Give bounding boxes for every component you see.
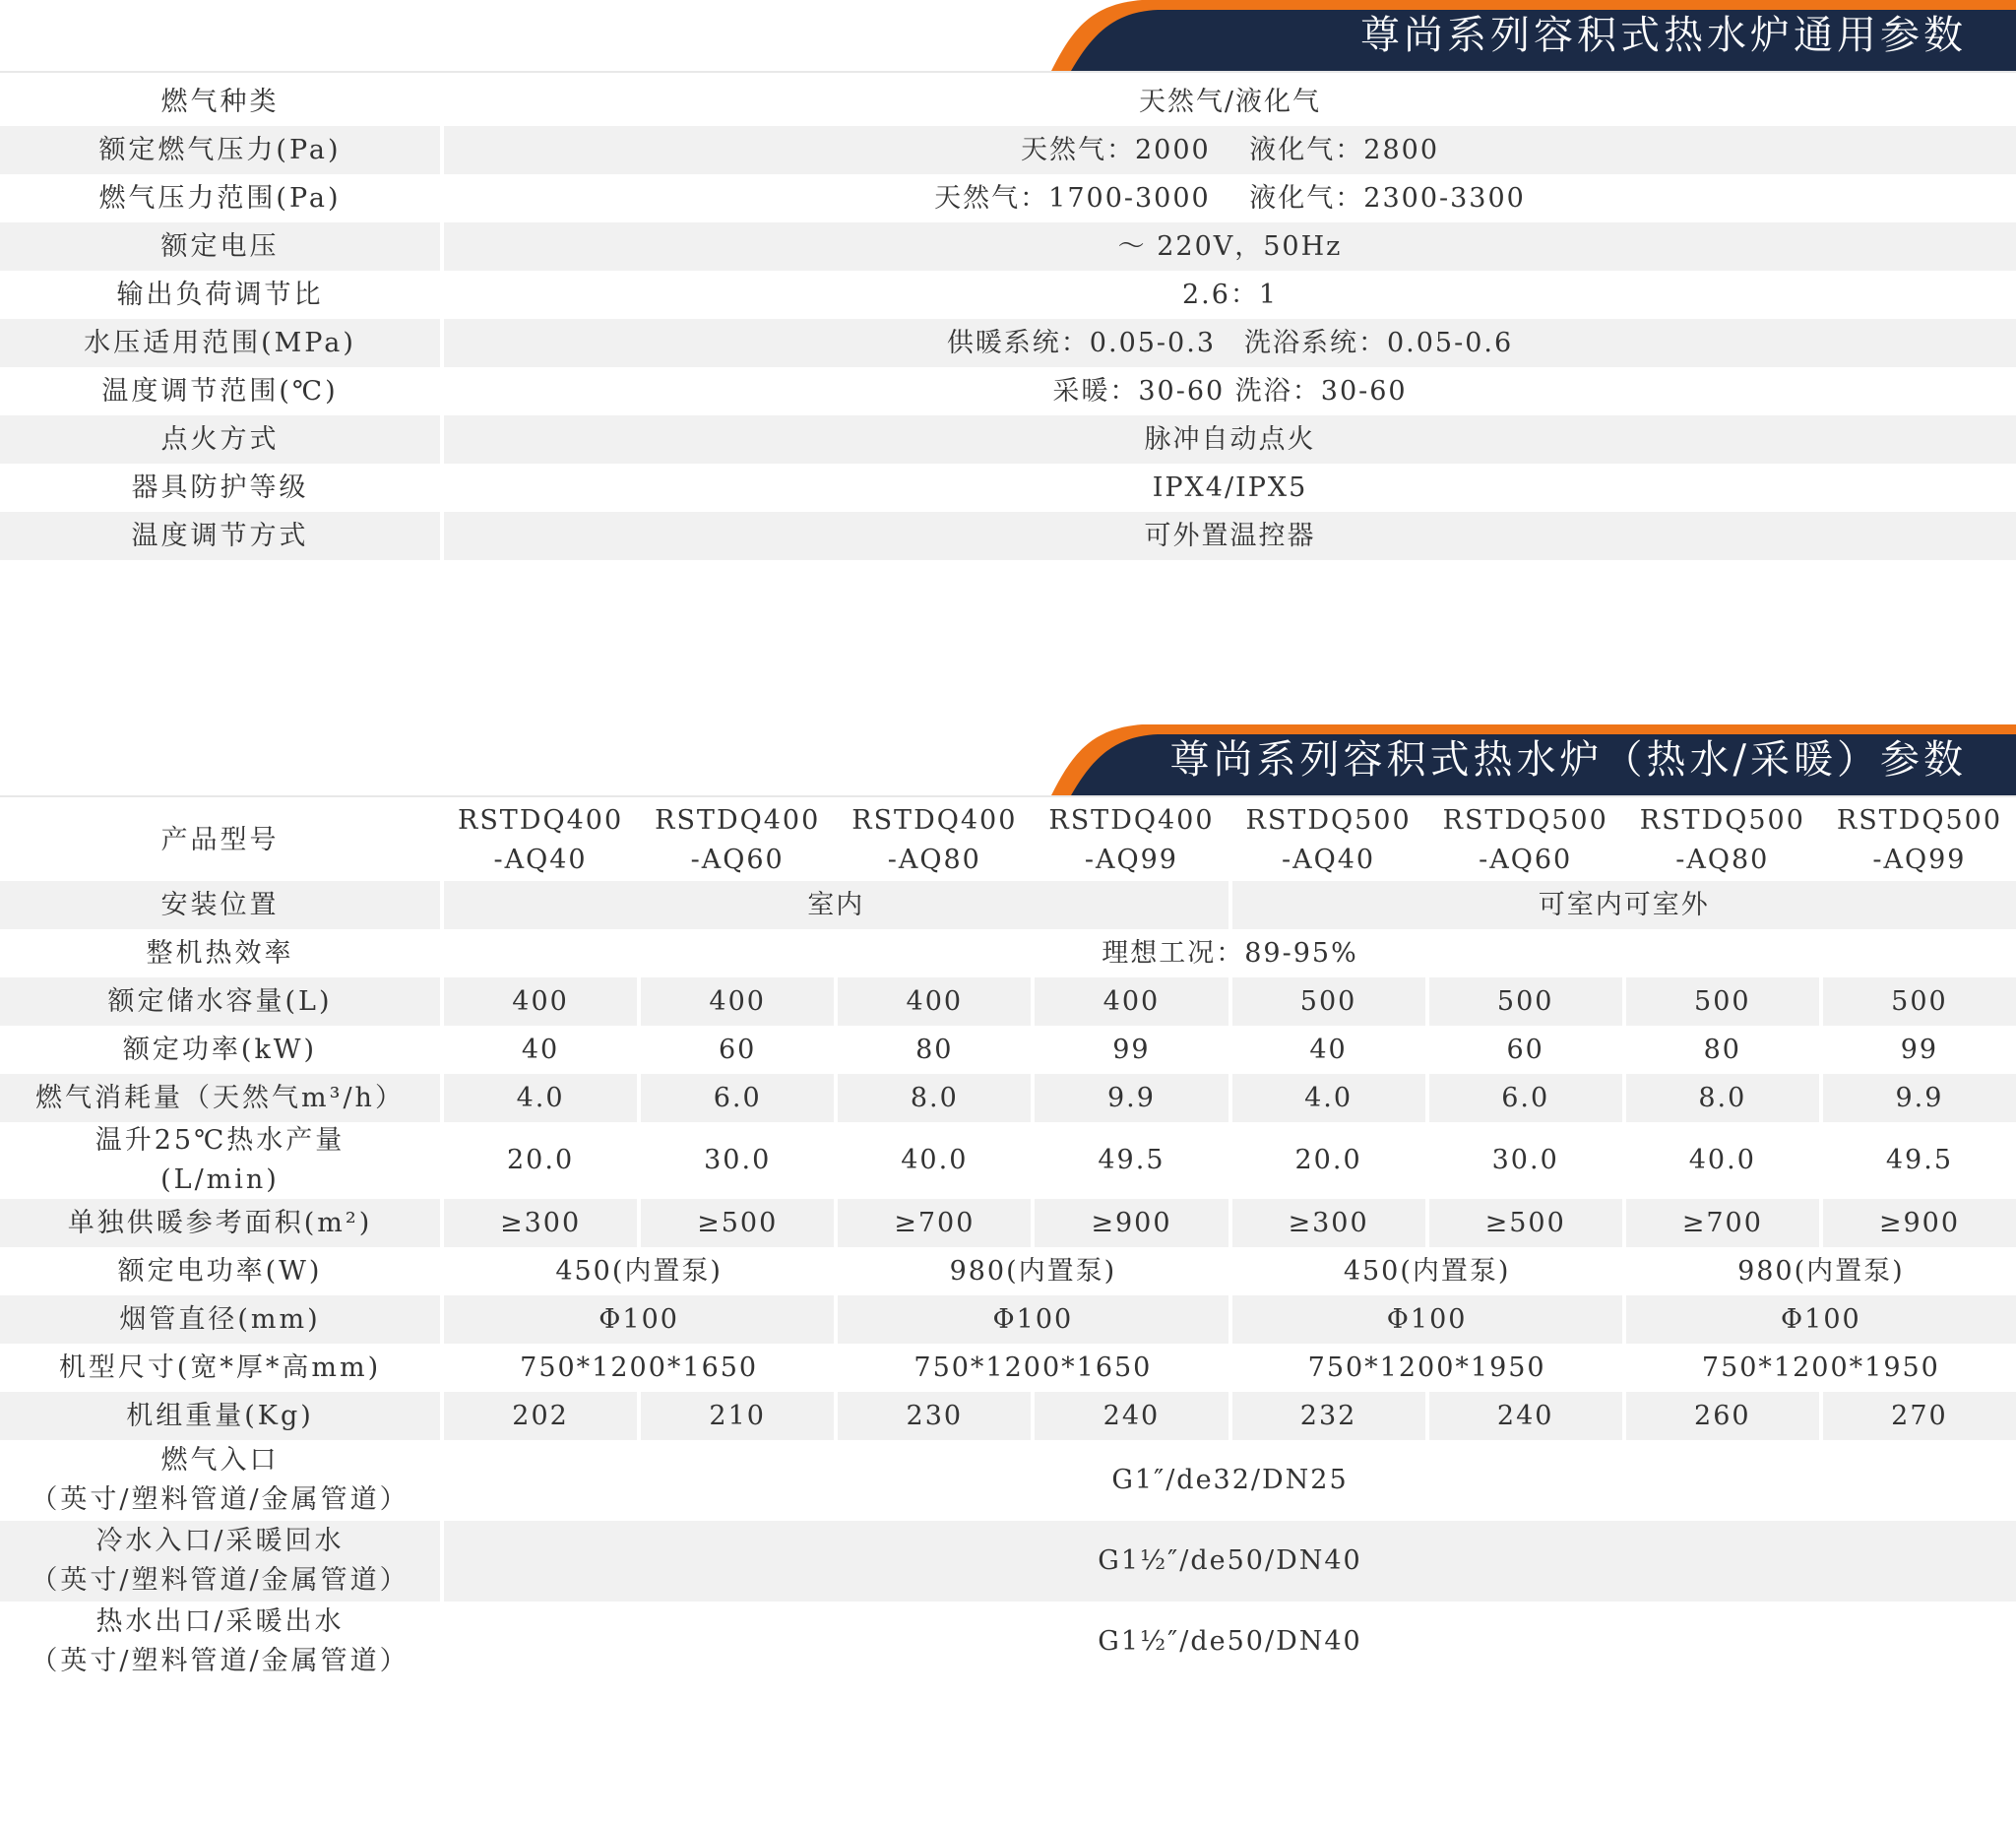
table-cell: 9.9 — [1035, 1074, 1228, 1122]
table-cell: RSTDQ400 -AQ99 — [1035, 800, 1228, 881]
row-label: 燃气种类 — [0, 78, 440, 126]
table-cell: 6.0 — [641, 1074, 834, 1122]
table-cell: 750*1200*1950 — [1232, 1344, 1622, 1392]
table-cell: ≥500 — [1429, 1199, 1622, 1247]
general-params-table — [0, 78, 2016, 560]
table-cell: 240 — [1035, 1392, 1228, 1440]
row-label: 温升25℃热水产量 (L/min) — [0, 1122, 440, 1199]
table-cell: 8.0 — [838, 1074, 1031, 1122]
table-cell: 20.0 — [1232, 1122, 1425, 1199]
row-label: 输出负荷调节比 — [0, 271, 440, 319]
row-label: 器具防护等级 — [0, 464, 440, 512]
table-cell: 60 — [1429, 1026, 1622, 1074]
table-cell: 99 — [1035, 1026, 1228, 1074]
row-label: 额定燃气压力(Pa) — [0, 126, 440, 174]
table-cell: 49.5 — [1035, 1122, 1228, 1199]
row-label: 安装位置 — [0, 881, 440, 929]
table-cell: 750*1200*1650 — [444, 1344, 834, 1392]
row-label: 额定储水容量(L) — [0, 977, 440, 1026]
table-cell: 232 — [1232, 1392, 1425, 1440]
table-cell: 400 — [641, 977, 834, 1026]
row-value: ～ 220V，50Hz — [444, 222, 2016, 271]
table-cell: 49.5 — [1823, 1122, 2016, 1199]
table-cell: ≥300 — [444, 1199, 637, 1247]
row-label: 温度调节范围(℃) — [0, 367, 440, 415]
row-label: 温度调节方式 — [0, 512, 440, 560]
row-label: 额定功率(kW) — [0, 1026, 440, 1074]
row-value: 2.6：1 — [444, 271, 2016, 319]
table-cell: 450(内置泵) — [1232, 1247, 1622, 1295]
table-cell: 6.0 — [1429, 1074, 1622, 1122]
section2-rule — [0, 795, 2016, 797]
table-cell: 260 — [1626, 1392, 1819, 1440]
table-cell: 室内 — [444, 881, 1228, 929]
table-cell: 750*1200*1650 — [838, 1344, 1228, 1392]
table-cell: Φ100 — [1626, 1295, 2016, 1344]
section2-banner — [0, 724, 2016, 795]
table-cell: RSTDQ400 -AQ80 — [838, 800, 1031, 881]
table-cell: 30.0 — [1429, 1122, 1622, 1199]
table-cell: 500 — [1626, 977, 1819, 1026]
row-value: 供暖系统：0.05-0.3 洗浴系统：0.05-0.6 — [444, 319, 2016, 367]
row-label: 水压适用范围(MPa) — [0, 319, 440, 367]
table-cell: 40.0 — [838, 1122, 1031, 1199]
row-value: 可外置温控器 — [444, 512, 2016, 560]
table-cell: 202 — [444, 1392, 637, 1440]
table-cell: 80 — [1626, 1026, 1819, 1074]
table-cell: RSTDQ500 -AQ80 — [1626, 800, 1819, 881]
table-cell: 400 — [838, 977, 1031, 1026]
table-cell: ≥900 — [1035, 1199, 1228, 1247]
section1-banner — [0, 0, 2016, 71]
row-label: 机组重量(Kg) — [0, 1392, 440, 1440]
row-label: 点火方式 — [0, 415, 440, 464]
section1-title: 尊尚系列容积式热水炉通用参数 — [1360, 13, 1967, 58]
table-cell: ≥700 — [838, 1199, 1031, 1247]
table-cell: 450(内置泵) — [444, 1247, 834, 1295]
table-cell: 500 — [1232, 977, 1425, 1026]
table-cell: Φ100 — [838, 1295, 1228, 1344]
table-cell: ≥700 — [1626, 1199, 1819, 1247]
table-cell: RSTDQ500 -AQ60 — [1429, 800, 1622, 881]
table-cell: ≥500 — [641, 1199, 834, 1247]
table-cell: ≥900 — [1823, 1199, 2016, 1247]
row-value: 天然气/液化气 — [444, 78, 2016, 126]
model-params-table — [0, 800, 2016, 1682]
row-label: 额定电压 — [0, 222, 440, 271]
row-value: 脉冲自动点火 — [444, 415, 2016, 464]
row-label: 烟管直径(mm) — [0, 1295, 440, 1344]
table-cell: 210 — [641, 1392, 834, 1440]
table-cell: 80 — [838, 1026, 1031, 1074]
table-cell: ≥300 — [1232, 1199, 1425, 1247]
table-cell: 30.0 — [641, 1122, 834, 1199]
row-label: 冷水入口/采暖回水 （英寸/塑料管道/金属管道） — [0, 1521, 440, 1602]
table-cell: 230 — [838, 1392, 1031, 1440]
table-cell: 40 — [1232, 1026, 1425, 1074]
table-cell: G1″/de32/DN25 — [444, 1440, 2016, 1521]
table-cell: 240 — [1429, 1392, 1622, 1440]
table-cell: RSTDQ400 -AQ60 — [641, 800, 834, 881]
row-label: 燃气压力范围(Pa) — [0, 174, 440, 222]
table-cell: 99 — [1823, 1026, 2016, 1074]
row-label: 热水出口/采暖出水 （英寸/塑料管道/金属管道） — [0, 1602, 440, 1682]
row-label: 单独供暖参考面积(m²) — [0, 1199, 440, 1247]
row-value: 采暖：30-60 洗浴：30-60 — [444, 367, 2016, 415]
table-cell: 400 — [444, 977, 637, 1026]
table-cell: 20.0 — [444, 1122, 637, 1199]
table-cell: RSTDQ400 -AQ40 — [444, 800, 637, 881]
table-cell: 理想工况：89-95% — [444, 929, 2016, 977]
table-cell: 60 — [641, 1026, 834, 1074]
row-value: IPX4/IPX5 — [444, 464, 2016, 512]
table-cell: 40 — [444, 1026, 637, 1074]
table-cell: 270 — [1823, 1392, 2016, 1440]
row-value: 天然气：1700-3000 液化气：2300-3300 — [444, 174, 2016, 222]
row-label: 产品型号 — [0, 800, 440, 881]
table-cell: 8.0 — [1626, 1074, 1819, 1122]
table-cell: 980(内置泵) — [1626, 1247, 2016, 1295]
row-label: 燃气入口 （英寸/塑料管道/金属管道） — [0, 1440, 440, 1521]
table-cell: 500 — [1823, 977, 2016, 1026]
row-label: 整机热效率 — [0, 929, 440, 977]
table-cell: G1½″/de50/DN40 — [444, 1602, 2016, 1682]
table-cell: Φ100 — [1232, 1295, 1622, 1344]
row-label: 机型尺寸(宽*厚*高mm) — [0, 1344, 440, 1392]
table-cell: 9.9 — [1823, 1074, 2016, 1122]
table-cell: 750*1200*1950 — [1626, 1344, 2016, 1392]
table-cell: 可室内可室外 — [1232, 881, 2016, 929]
table-cell: 4.0 — [444, 1074, 637, 1122]
row-label: 燃气消耗量（天然气m³/h） — [0, 1074, 440, 1122]
table-cell: RSTDQ500 -AQ40 — [1232, 800, 1425, 881]
table-cell: 40.0 — [1626, 1122, 1819, 1199]
table-cell: RSTDQ500 -AQ99 — [1823, 800, 2016, 881]
row-label: 额定电功率(W) — [0, 1247, 440, 1295]
table-cell: 980(内置泵) — [838, 1247, 1228, 1295]
section1-rule — [0, 71, 2016, 73]
table-cell: 400 — [1035, 977, 1228, 1026]
table-cell: 4.0 — [1232, 1074, 1425, 1122]
row-value: 天然气：2000 液化气：2800 — [444, 126, 2016, 174]
table-cell: G1½″/de50/DN40 — [444, 1521, 2016, 1602]
table-cell: 500 — [1429, 977, 1622, 1026]
table-cell: Φ100 — [444, 1295, 834, 1344]
section2-title: 尊尚系列容积式热水炉（热水/采暖）参数 — [1169, 737, 1967, 783]
